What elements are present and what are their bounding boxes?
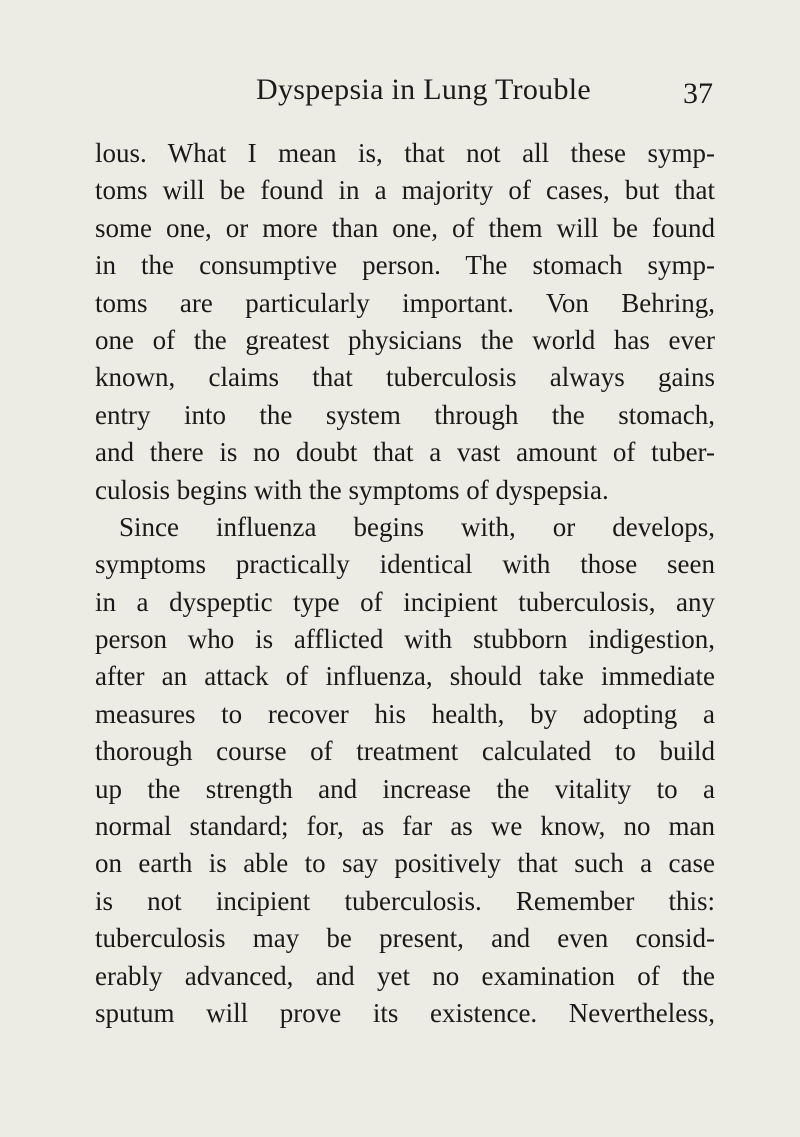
text-line: culosis begins with the symptoms of dyspepsia. [95,474,609,505]
text-line: lous. What I mean is, that not all these symp- [95,138,715,168]
text-line: one of the greatest physicians the world has ever [95,324,715,355]
text-line: entry into the system through the stomach, [95,399,715,430]
text-line: toms will be found in a majority of cases, but that [95,175,715,206]
text-line: measures to recover his health, by adopting a [95,698,715,729]
text-line: thorough course of treatment calculated to build [95,736,715,767]
text-line: known, claims that tuberculosis always gains [95,362,715,393]
text-line: some one, or more than one, of them will be found [95,212,715,243]
text-line: Since influenza begins with, or develops, [119,511,715,542]
text-line: after an attack of influenza, should take immediate [95,661,715,692]
text-line: up the strength and increase the vitality to a [95,773,715,804]
text-line: tuberculosis may be present, and even consid- [95,923,715,954]
running-title: Dyspepsia in Lung Trouble [256,73,592,106]
body-text [95,135,715,1032]
text-line: symptoms practically identical with those seen [95,549,715,580]
text-line: sputum will prove its existence. Nevertheless, [95,997,715,1028]
page-number: 37 [683,77,713,110]
text-line: on earth is able to say positively that such a case [95,848,715,879]
text-line: toms are particularly important. Von Behring, [95,287,715,318]
text-line: erably advanced, and yet no examination of the [95,960,715,991]
text-line: in a dyspeptic type of incipient tuberculosis, any [95,586,715,617]
text-line: and there is no doubt that a vast amount of tuber- [95,437,715,468]
text-line: in the consumptive person. The stomach symp- [95,250,715,281]
text-line: normal standard; for, as far as we know, no man [95,811,715,842]
text-line: is not incipient tuberculosis. Remember this: [95,885,715,916]
text-line: person who is afflicted with stubborn indigestion, [95,624,715,655]
running-head [0,70,800,110]
